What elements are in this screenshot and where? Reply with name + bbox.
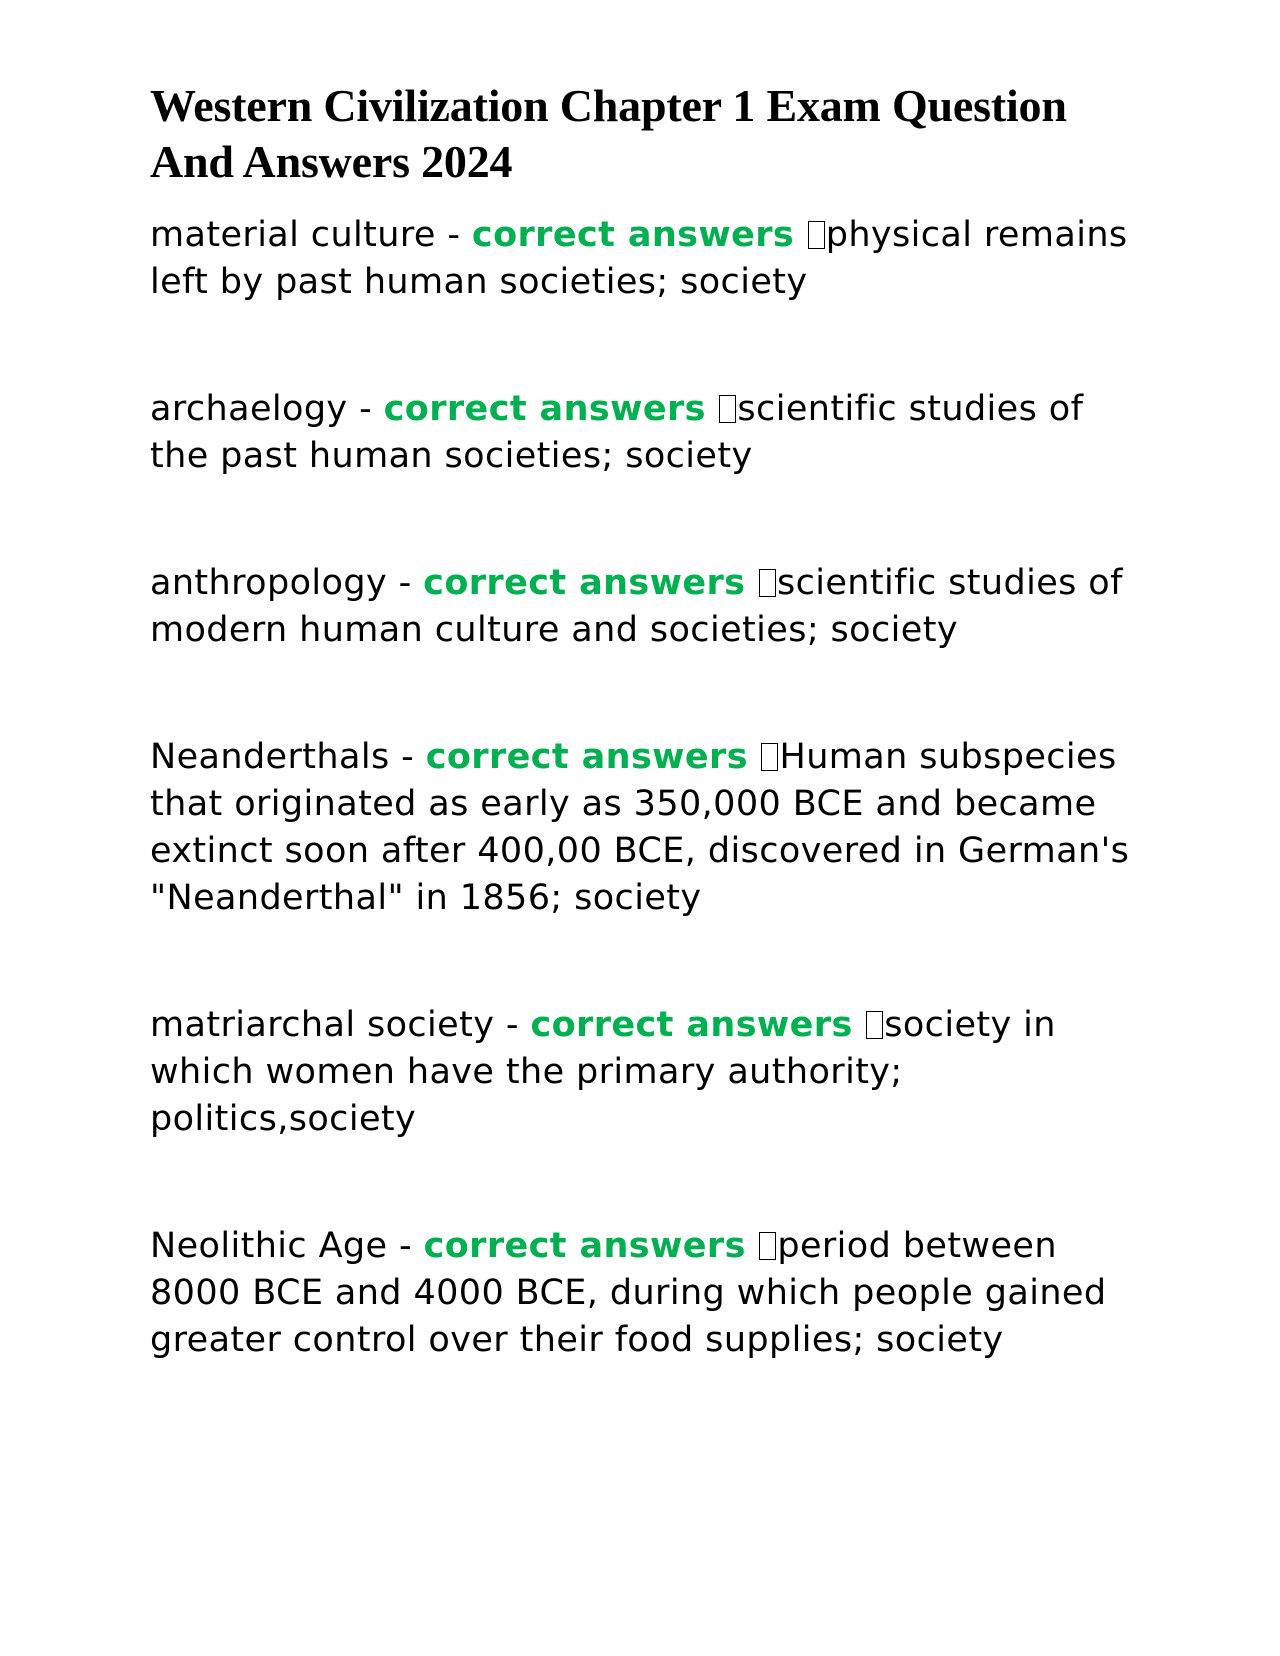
entry-separator: - [387, 563, 424, 603]
missing-glyph-box-icon [759, 1232, 776, 1260]
correct-answers-label: correct answers [383, 389, 706, 429]
entry-definition: scientific studies of the past human societies; society [150, 389, 1084, 476]
qa-entry [150, 386, 1140, 480]
missing-glyph-box-icon [719, 395, 736, 423]
entry-term: material culture [150, 215, 436, 255]
entry-definition: physical remains left by past human societies; society [150, 215, 1128, 302]
correct-answers-label: correct answers [423, 1226, 746, 1266]
document-page [150, 78, 1140, 1444]
qa-entry [150, 560, 1140, 654]
qa-entry [150, 1002, 1140, 1143]
missing-glyph-box-icon [866, 1011, 883, 1039]
entry-term: Neanderthals [150, 737, 390, 777]
entry-separator: - [387, 1226, 424, 1266]
correct-answers-label: correct answers [425, 737, 748, 777]
entry-term: Neolithic Age [150, 1226, 388, 1266]
missing-glyph-box-icon [808, 221, 825, 249]
entry-definition: scientific studies of modern human culture and societies; society [150, 563, 1123, 650]
entry-term: matriarchal society [150, 1005, 495, 1045]
entry-separator: - [435, 215, 472, 255]
entry-term: anthropology [150, 563, 388, 603]
entry-separator: - [389, 737, 426, 777]
qa-entry [150, 734, 1140, 922]
entry-definition: period between 8000 BCE and 4000 BCE, during which people gained greater control over their food supplies; society [150, 1226, 1107, 1360]
document-title: Western Civilization Chapter 1 Exam Question And Answers 2024 [150, 80, 1067, 187]
correct-answers-label: correct answers [471, 215, 795, 255]
entry-definition: society in which women have the primary authority; politics,society [150, 1005, 1056, 1139]
qa-entry [150, 212, 1140, 306]
entry-separator: - [494, 1005, 531, 1045]
entry-separator: - [347, 389, 384, 429]
correct-answers-label: correct answers [530, 1005, 853, 1045]
correct-answers-label: correct answers [423, 563, 746, 603]
qa-entry [150, 1223, 1140, 1364]
missing-glyph-box-icon [759, 569, 776, 597]
entry-definition: Human subspecies that originated as early as 350,000 BCE and became extinct soon after 400,00 BCE, discovered in German's "Neanderthal" in 1856; society [150, 737, 1130, 918]
entry-term: archaelogy [150, 389, 348, 429]
missing-glyph-box-icon [761, 743, 778, 771]
